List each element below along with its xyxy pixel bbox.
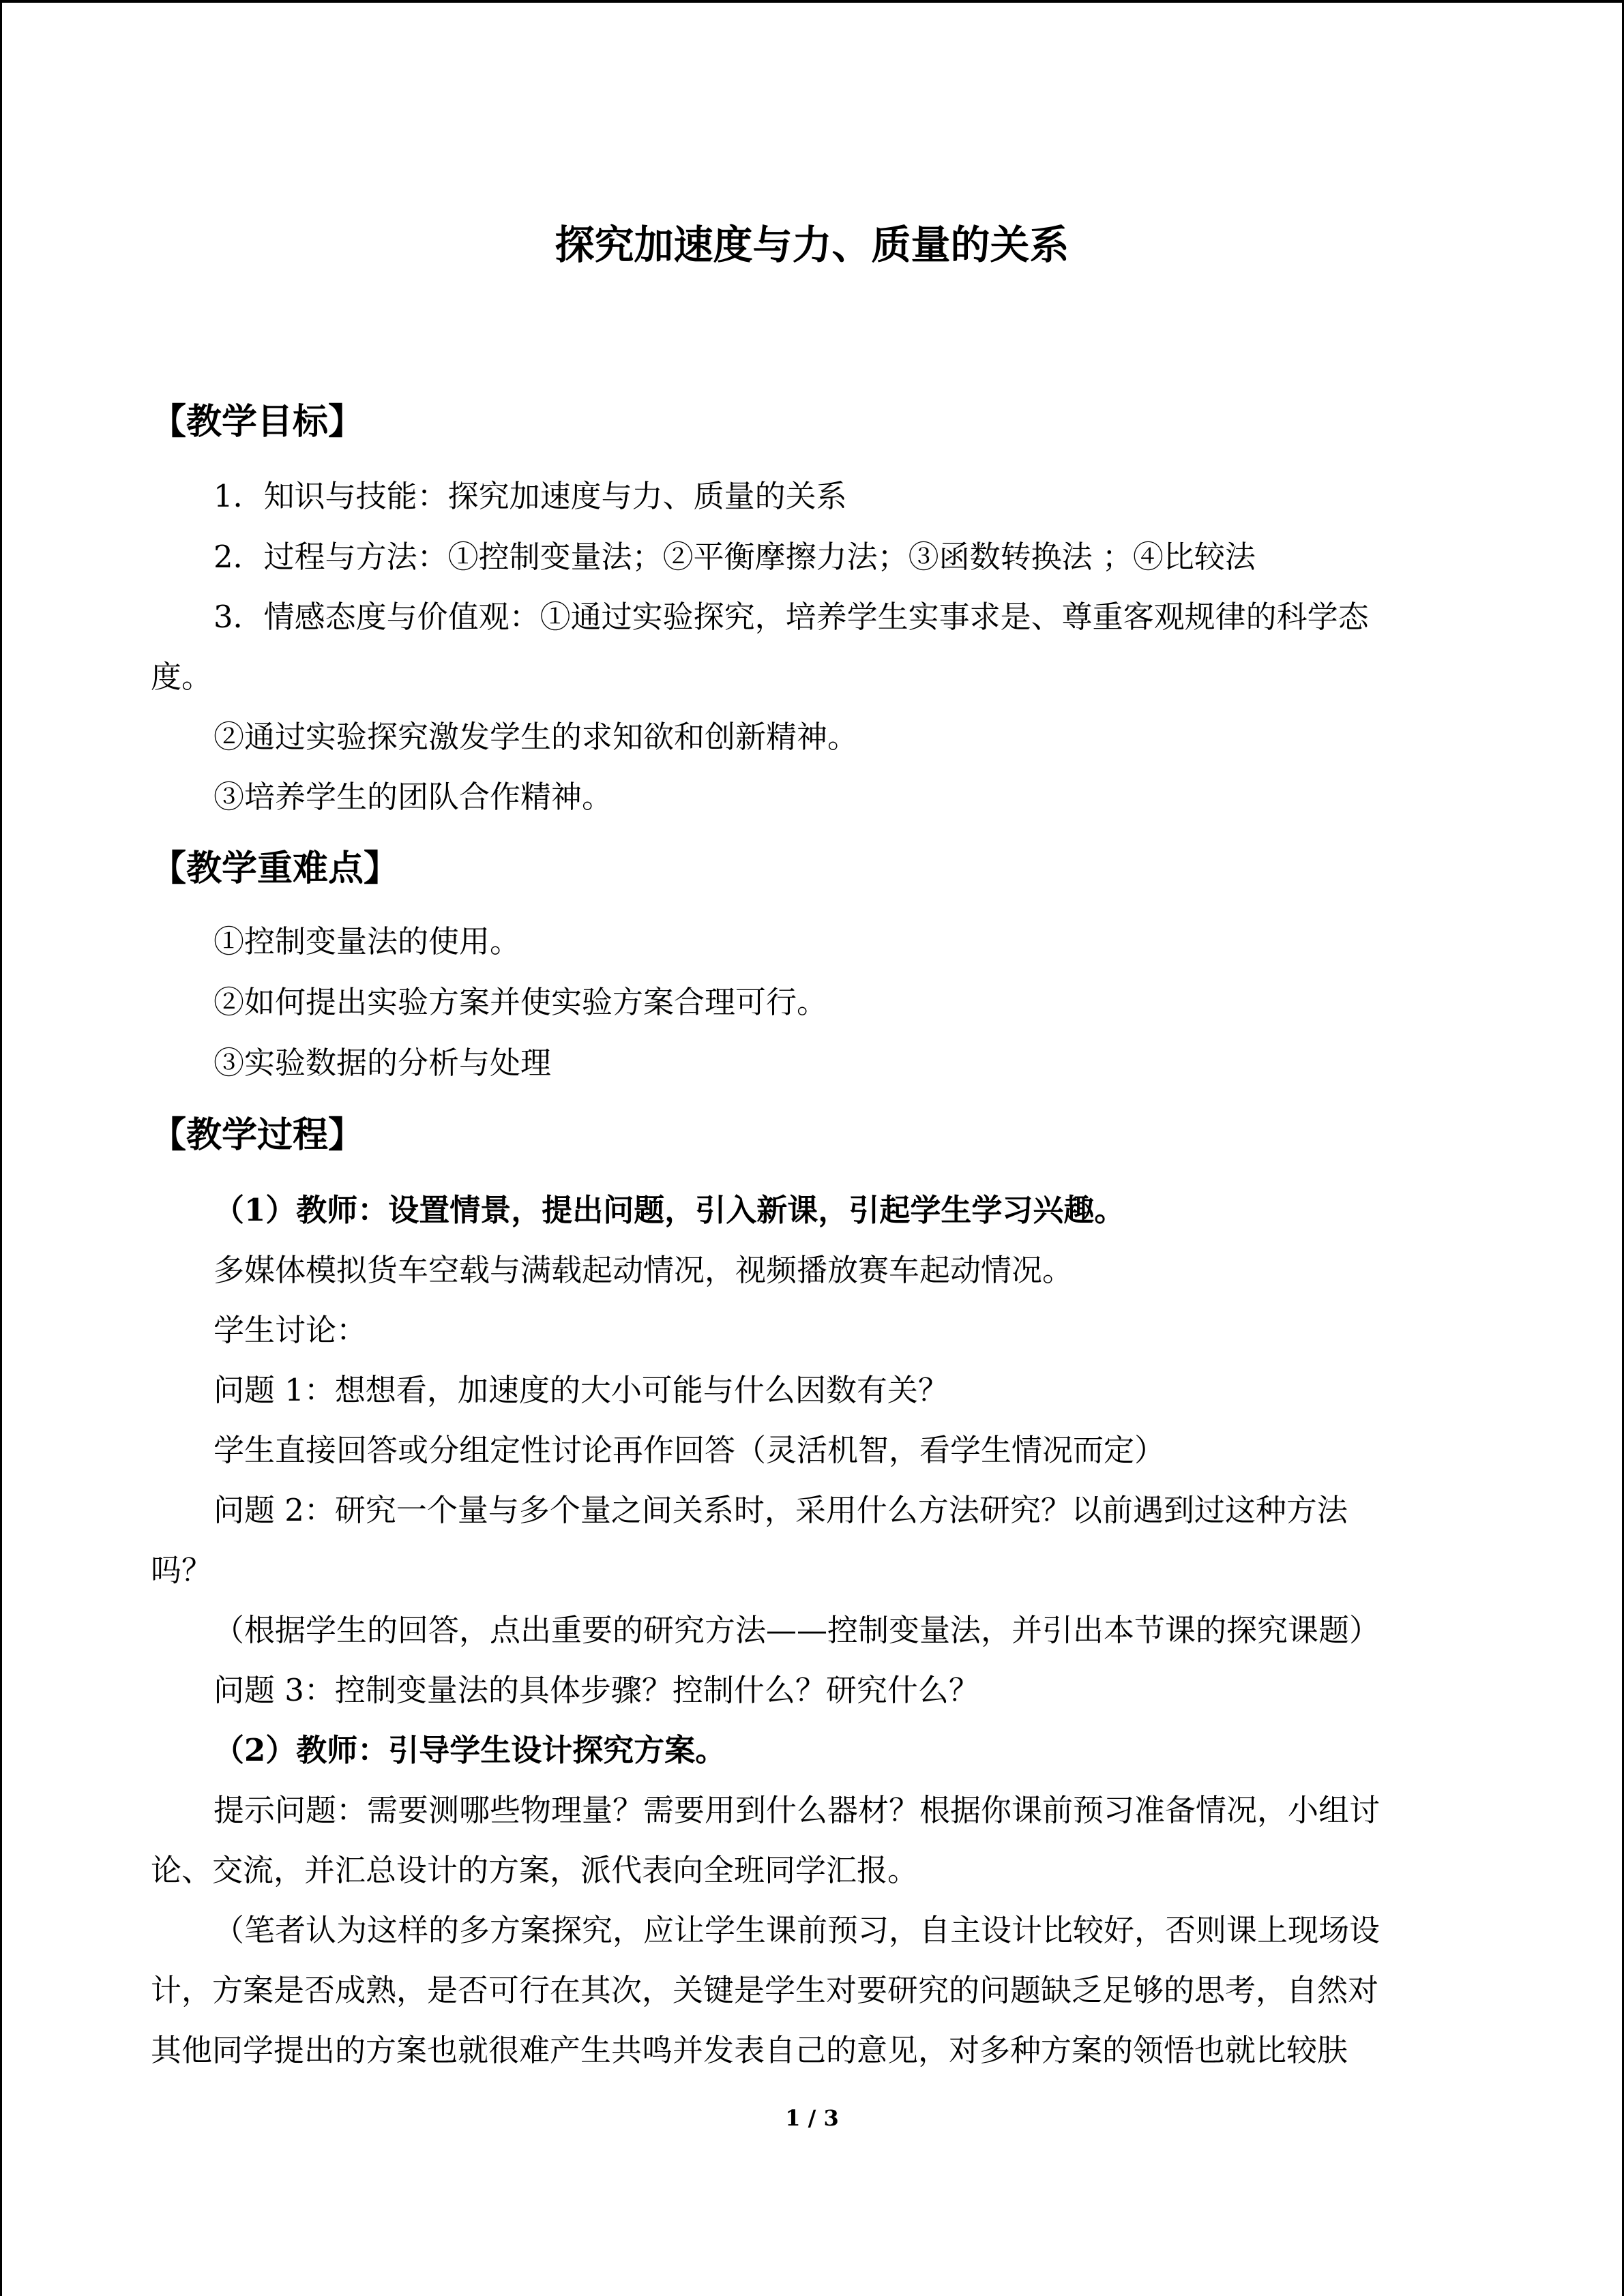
paragraph-line-bold: （2）教师：引导学生设计探究方案。: [213, 1732, 726, 1768]
section-heading-process: 【教学过程】: [151, 1114, 364, 1156]
paragraph-line: ②如何提出实验方案并使实验方案合理可行。: [213, 984, 828, 1020]
section-heading-objectives: 【教学目标】: [151, 401, 364, 443]
paragraph-line: 论、交流，并汇总设计的方案，派代表向全班同学汇报。: [151, 1852, 919, 1888]
paragraph-line: （根据学生的回答，点出重要的研究方法——控制变量法，并引出本节课的探究课题）: [213, 1612, 1381, 1648]
paragraph-line: 1．知识与技能：探究加速度与力、质量的关系: [213, 478, 847, 514]
paragraph-line: 学生讨论：: [213, 1312, 368, 1348]
paragraph-line: 多媒体模拟货车空载与满载起动情况，视频播放赛车起动情况。: [213, 1252, 1074, 1288]
paragraph-line: 其他同学提出的方案也就很难产生共鸣并发表自己的意见，对多种方案的领悟也就比较肤: [151, 2032, 1348, 2068]
paragraph-line: ①控制变量法的使用。: [213, 923, 521, 959]
page-number: 1 / 3: [785, 2105, 839, 2131]
paragraph-line: 计，方案是否成熟，是否可行在其次，关键是学生对要研究的问题缺乏足够的思考，自然对: [151, 1972, 1379, 2008]
paragraph-line: 问题 2：研究一个量与多个量之间关系时，采用什么方法研究？以前遇到过这种方法: [213, 1492, 1348, 1528]
paragraph-line: 提示问题：需要测哪些物理量？需要用到什么器材？根据你课前预习准备情况，小组讨: [213, 1792, 1381, 1828]
paragraph-line: ③实验数据的分析与处理: [213, 1045, 552, 1081]
page-title: 探究加速度与力、质量的关系: [555, 222, 1069, 268]
paragraph-line: 问题 1：想想看，加速度的大小可能与什么因数有关？: [213, 1372, 949, 1408]
paragraph-line-bold: （1）教师：设置情景，提出问题，引入新课，引起学生学习兴趣。: [213, 1192, 1125, 1228]
paragraph-line: 问题 3：控制变量法的具体步骤？控制什么？研究什么？: [213, 1672, 979, 1708]
paragraph-line: 学生直接回答或分组定性讨论再作回答（灵活机智，看学生情况而定）: [213, 1432, 1166, 1468]
paragraph-line: 3．情感态度与价值观：①通过实验探究，培养学生实事求是、尊重客观规律的科学态: [213, 599, 1369, 635]
section-heading-key-points: 【教学重难点】: [151, 848, 400, 889]
paragraph-line: 度。: [151, 659, 213, 695]
paragraph-line: ③培养学生的团队合作精神。: [213, 779, 613, 815]
paragraph-line: 2．过程与方法：①控制变量法；②平衡摩擦力法；③函数转换法 ；④比较法: [213, 539, 1256, 575]
paragraph-line: （笔者认为这样的多方案探究，应让学生课前预习，自主设计比较好，否则课上现场设: [213, 1912, 1381, 1948]
paragraph-line: 吗？: [151, 1552, 213, 1588]
paragraph-line: ②通过实验探究激发学生的求知欲和创新精神。: [213, 719, 859, 755]
